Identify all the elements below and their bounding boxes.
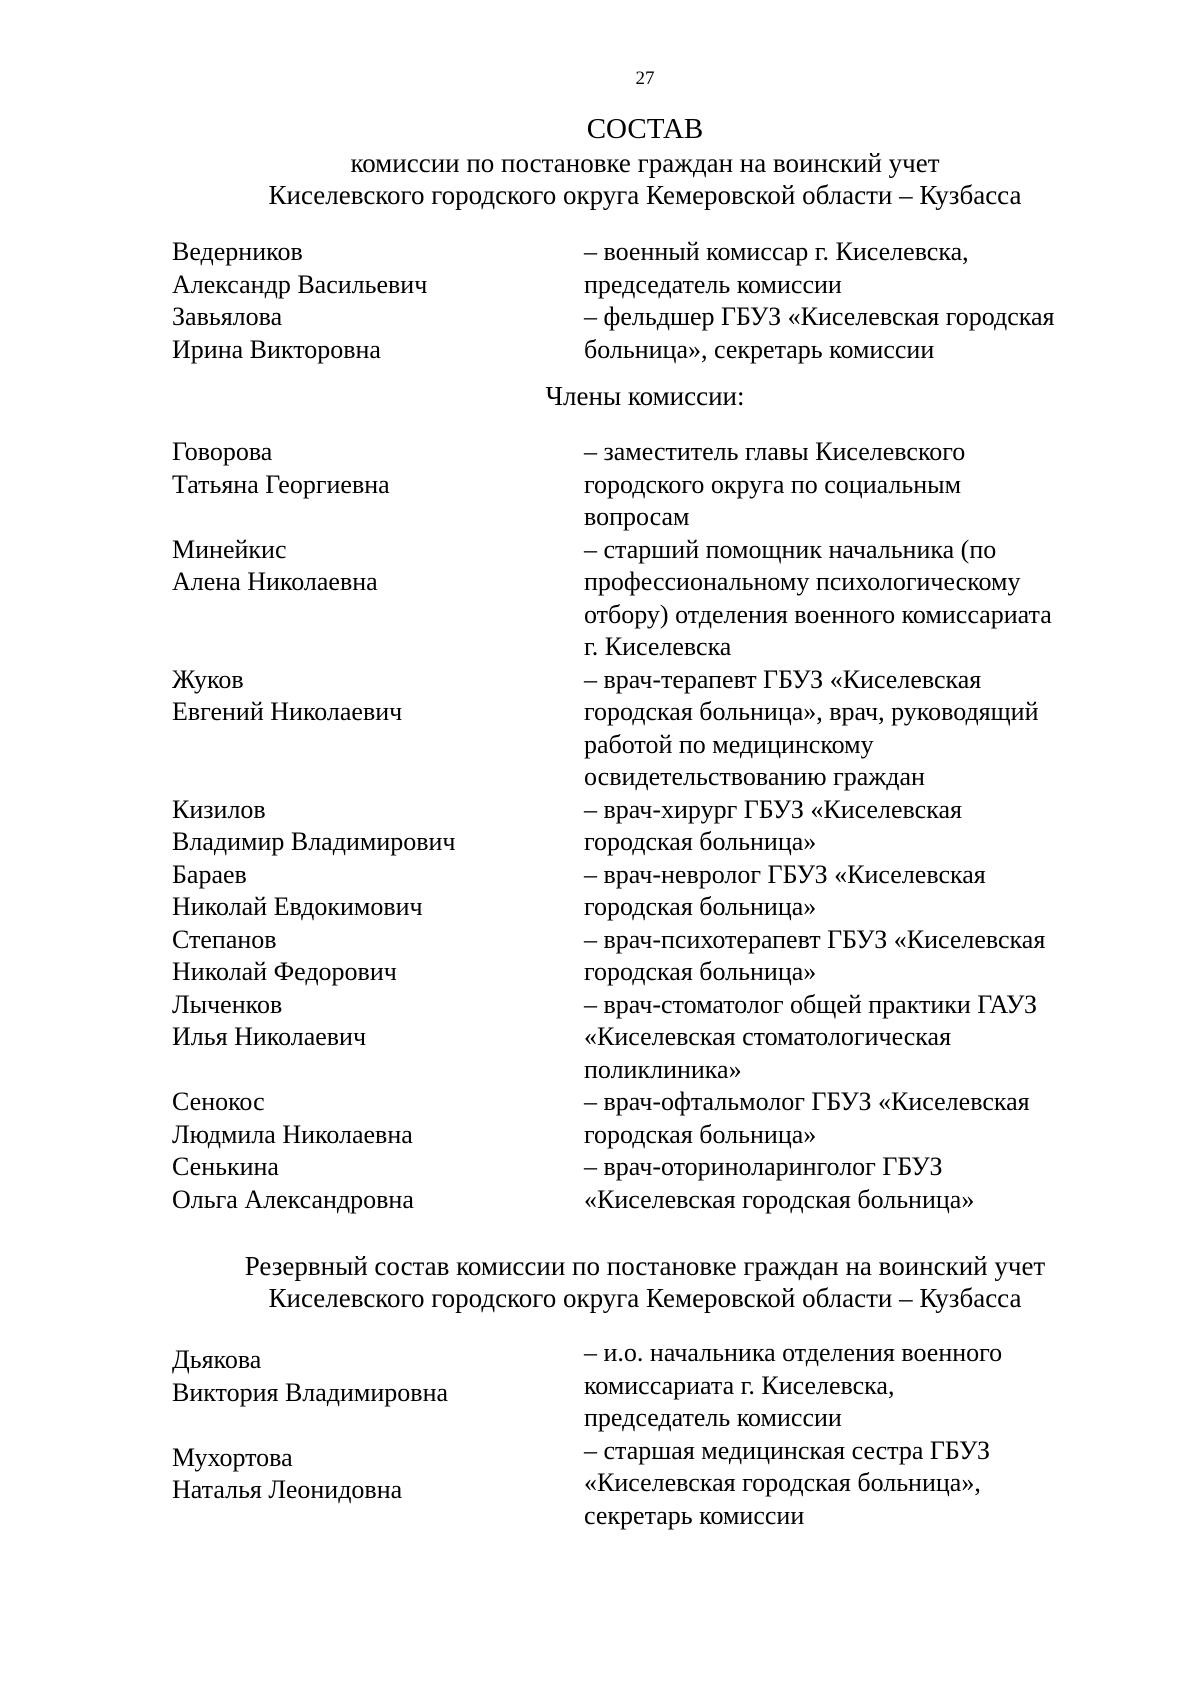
member-name-line: Николай Евдокимович bbox=[172, 892, 423, 921]
members-heading: Члены комиссии: bbox=[545, 381, 745, 411]
member-name-line: Степанов bbox=[172, 924, 277, 954]
member-role bbox=[584, 794, 1112, 859]
member-role-line: г. Киселевска bbox=[584, 632, 732, 661]
reserve-heading bbox=[0, 1250, 1200, 1314]
subtitle-line: Киселевского городского округа Кемеровской области – Кузбасса bbox=[268, 180, 1022, 210]
member-role-line: комиссариата г. Киселевска, bbox=[584, 1370, 895, 1400]
leadership-list bbox=[172, 236, 1112, 366]
member-name-line: Людмила Николаевна bbox=[172, 1119, 413, 1149]
member-role-line: – врач-терапевт ГБУЗ «Киселевская bbox=[584, 664, 982, 694]
commission-member-row bbox=[172, 924, 1112, 989]
member-name bbox=[172, 989, 584, 1054]
member-role bbox=[584, 664, 1112, 794]
member-name-line: Илья Николаевич bbox=[172, 1022, 367, 1051]
member-name-line: Ольга Александровна bbox=[172, 1184, 414, 1214]
commission-member-row bbox=[172, 859, 1112, 924]
member-role-line: – врач-хирург ГБУЗ «Киселевская bbox=[584, 794, 962, 824]
member-name-line: Ведерников bbox=[172, 237, 303, 266]
page-number: 27 bbox=[635, 68, 655, 89]
member-role-line: городская больница» bbox=[584, 892, 817, 921]
member-role-line: – врач-офтальмолог ГБУЗ «Киселевская bbox=[584, 1087, 1030, 1116]
reserve-list bbox=[172, 1337, 1112, 1532]
member-role-line: – заместитель главы Киселевского bbox=[584, 437, 966, 466]
member-role-line: городского округа по социальным bbox=[584, 469, 962, 499]
commission-member-row bbox=[172, 1151, 1112, 1216]
member-role-line: – и.о. начальника отделения военного bbox=[584, 1338, 1003, 1367]
member-name bbox=[172, 1337, 584, 1409]
member-name bbox=[172, 301, 584, 366]
member-role-line: «Киселевская стоматологическая bbox=[584, 1022, 952, 1051]
document-title: СОСТАВ bbox=[586, 113, 704, 145]
member-name-line: Говорова bbox=[172, 437, 273, 466]
member-name-line: Николай Федорович bbox=[172, 957, 397, 986]
member-name bbox=[172, 664, 584, 729]
member-role bbox=[584, 236, 1112, 301]
member-name bbox=[172, 236, 584, 301]
member-name-line: Владимир Владимирович bbox=[172, 827, 456, 856]
member-role-line: городская больница», врач, руководящий bbox=[584, 697, 1039, 726]
member-name-line: Завьялова bbox=[172, 302, 283, 331]
member-name-line: Минейкис bbox=[172, 534, 287, 564]
member-name-line: Лыченков bbox=[172, 989, 283, 1019]
member-role-line: – врач-оториноларинголог ГБУЗ bbox=[584, 1152, 943, 1181]
member-role-line: – старший помощник начальника (по bbox=[584, 534, 997, 564]
member-role-line: «Киселевская городская больница», bbox=[584, 1468, 981, 1497]
member-role bbox=[584, 534, 1112, 664]
member-name-line: Бараев bbox=[172, 859, 247, 889]
member-name bbox=[172, 924, 584, 989]
commission-member-row bbox=[172, 1337, 1112, 1435]
member-role-line: освидетельствованию граждан bbox=[584, 762, 925, 791]
subtitle-line: комиссии по постановке граждан на воинский учет bbox=[350, 148, 940, 178]
member-name bbox=[172, 859, 584, 924]
reserve-heading-line: Резервный состав комиссии по постановке граждан на воинский учет bbox=[244, 1251, 1046, 1281]
member-name bbox=[172, 436, 584, 501]
member-name-line: Татьяна Георгиевна bbox=[172, 469, 390, 499]
member-role bbox=[584, 989, 1112, 1087]
member-name bbox=[172, 1151, 584, 1216]
member-role-line: председатель комиссии bbox=[584, 269, 842, 299]
member-name-line: Кизилов bbox=[172, 794, 266, 824]
commission-member-row bbox=[172, 301, 1112, 366]
reserve-heading-line: Киселевского городского округа Кемеровской области – Кузбасса bbox=[268, 1283, 1022, 1313]
member-role-line: поликлиника» bbox=[584, 1054, 742, 1084]
member-role-line: – военный комиссар г. Киселевска, bbox=[584, 237, 969, 266]
commission-member-row bbox=[172, 436, 1112, 534]
member-role-line: городская больница» bbox=[584, 827, 817, 856]
commission-member-row bbox=[172, 664, 1112, 794]
commission-member-row bbox=[172, 794, 1112, 859]
member-role-line: – старшая медицинская сестра ГБУЗ bbox=[584, 1435, 991, 1465]
member-name bbox=[172, 1435, 584, 1507]
commission-member-row bbox=[172, 989, 1112, 1087]
member-name bbox=[172, 794, 584, 859]
member-name-line: Дьякова bbox=[172, 1345, 262, 1374]
member-role-line: работой по медицинскому bbox=[584, 729, 874, 759]
member-role-line: секретарь комиссии bbox=[584, 1500, 805, 1530]
member-role-line: городская больница» bbox=[584, 1119, 817, 1149]
member-role-line: – врач-невролог ГБУЗ «Киселевская bbox=[584, 859, 986, 889]
member-role-line: профессиональному психологическому bbox=[584, 567, 1021, 596]
member-role bbox=[584, 859, 1112, 924]
member-role-line: председатель комиссии bbox=[584, 1403, 842, 1432]
member-role bbox=[584, 436, 1112, 534]
member-name-line: Сенькина bbox=[172, 1152, 279, 1181]
member-role bbox=[584, 1151, 1112, 1216]
member-name-line: Жуков bbox=[172, 664, 244, 694]
member-name-line: Наталья Леонидовна bbox=[172, 1475, 403, 1504]
member-role-line: «Киселевская городская больница» bbox=[584, 1184, 975, 1214]
document-subtitle bbox=[0, 147, 1200, 211]
member-name bbox=[172, 534, 584, 599]
member-role-line: – фельдшер ГБУЗ «Киселевская городская bbox=[584, 302, 1055, 331]
member-role bbox=[584, 301, 1112, 366]
commission-member-row bbox=[172, 1086, 1112, 1151]
member-role bbox=[584, 1086, 1112, 1151]
member-name-line: Александр Васильевич bbox=[172, 269, 428, 299]
commission-member-row bbox=[172, 236, 1112, 301]
member-name-line: Алена Николаевна bbox=[172, 567, 378, 596]
member-role-line: больница», секретарь комиссии bbox=[584, 334, 935, 364]
member-role bbox=[584, 1435, 1112, 1533]
member-role-line: отбору) отделения военного комиссариата bbox=[584, 599, 1052, 629]
member-role-line: городская больница» bbox=[584, 957, 817, 986]
member-name-line: Сенокос bbox=[172, 1087, 265, 1116]
member-name-line: Мухортова bbox=[172, 1442, 293, 1472]
member-role-line: – врач-психотерапевт ГБУЗ «Киселевская bbox=[584, 924, 1046, 954]
member-role bbox=[584, 1337, 1112, 1435]
member-name-line: Евгений Николаевич bbox=[172, 697, 403, 726]
member-role-line: – врач-стоматолог общей практики ГАУЗ bbox=[584, 989, 1038, 1019]
member-role-line: вопросам bbox=[584, 502, 690, 531]
commission-member-row bbox=[172, 1435, 1112, 1533]
member-name-line: Виктория Владимировна bbox=[172, 1377, 449, 1407]
member-name-line: Ирина Викторовна bbox=[172, 334, 381, 364]
commission-member-row bbox=[172, 534, 1112, 664]
members-list bbox=[172, 436, 1112, 1216]
member-name bbox=[172, 1086, 584, 1151]
member-role bbox=[584, 924, 1112, 989]
